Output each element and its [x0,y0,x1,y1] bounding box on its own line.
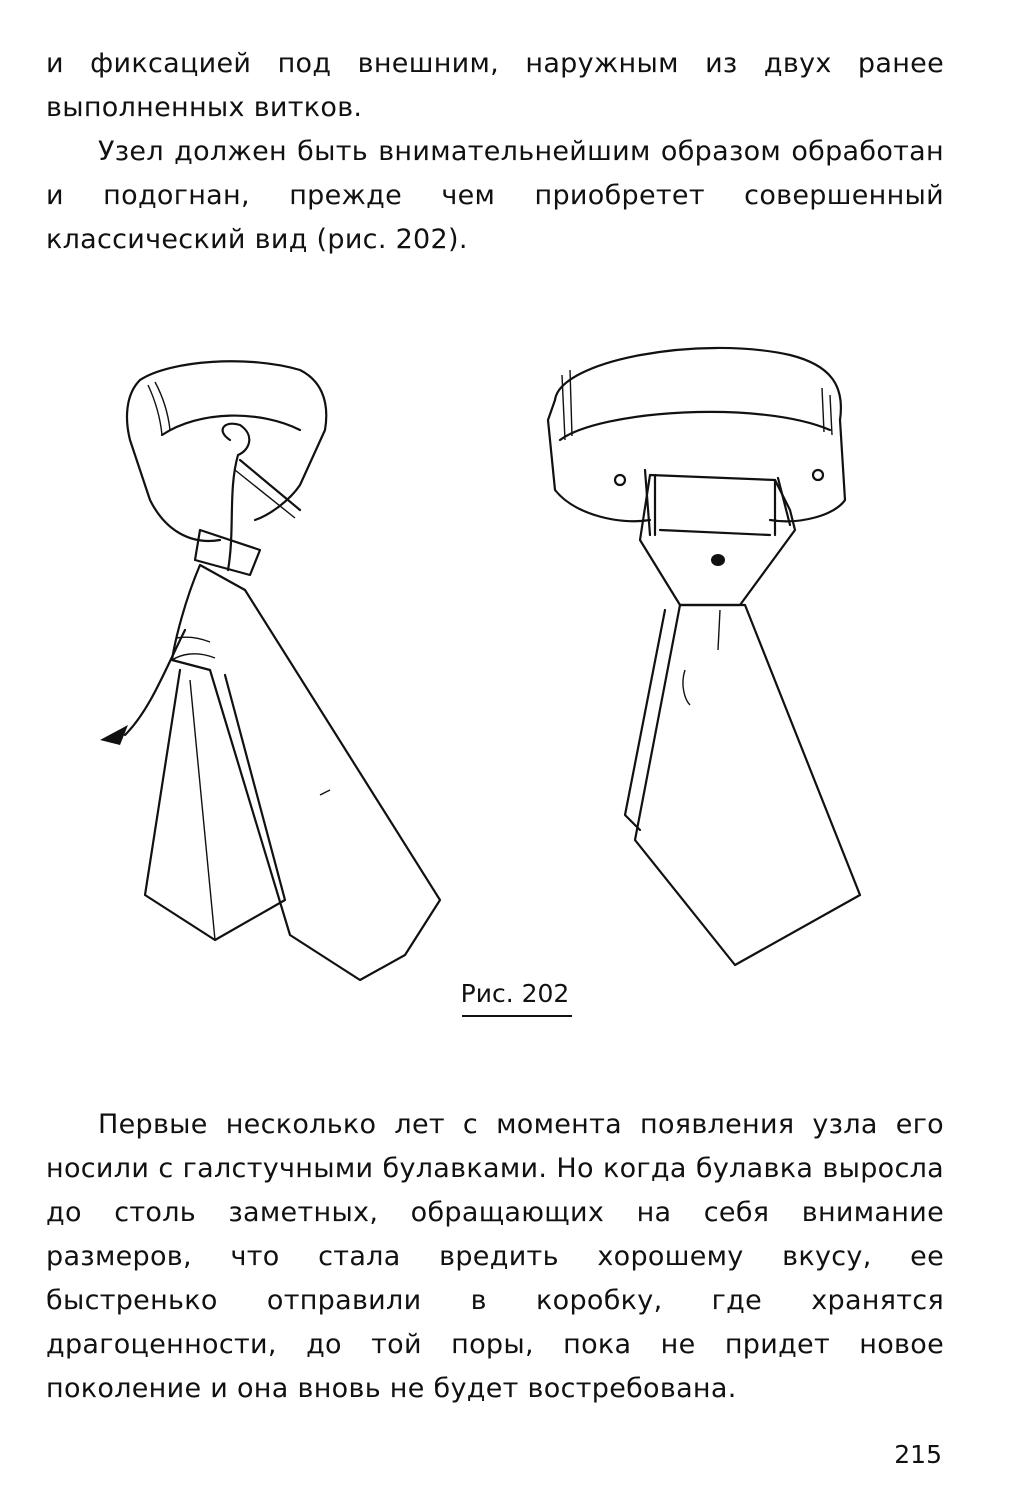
paragraph-continuation: и фиксацией под внешним, наружным из двух ранее выполненных витков. [46,48,944,123]
tie-knot-in-progress-icon [100,361,440,980]
paragraph-knot-finishing: Узел должен быть внимательнейшим образом обработан и подогнан, прежде чем приобретет совершенный классический вид (рис. 202). [46,136,944,255]
finished-tie-knot-icon [548,348,860,965]
figure-caption: Рис. 202 [460,979,570,1008]
page-number: 215 [894,1440,942,1469]
paragraph-tie-pins: Первые несколько лет с момента появления узла его носили с галстучными булавками. Но когда булавка выросла до столь заметных, обращающих на себя внимание размеров, что стала вредить хорошему вкусу, ее быстренько отправили в коробку, где хранятся драгоценности, до той поры, пока не придет новое поколение и она вновь не будет востребована. [46,1109,944,1404]
figure-drawing [0,340,1018,990]
figure-202 [0,340,1018,990]
caption-underline [462,1015,572,1017]
